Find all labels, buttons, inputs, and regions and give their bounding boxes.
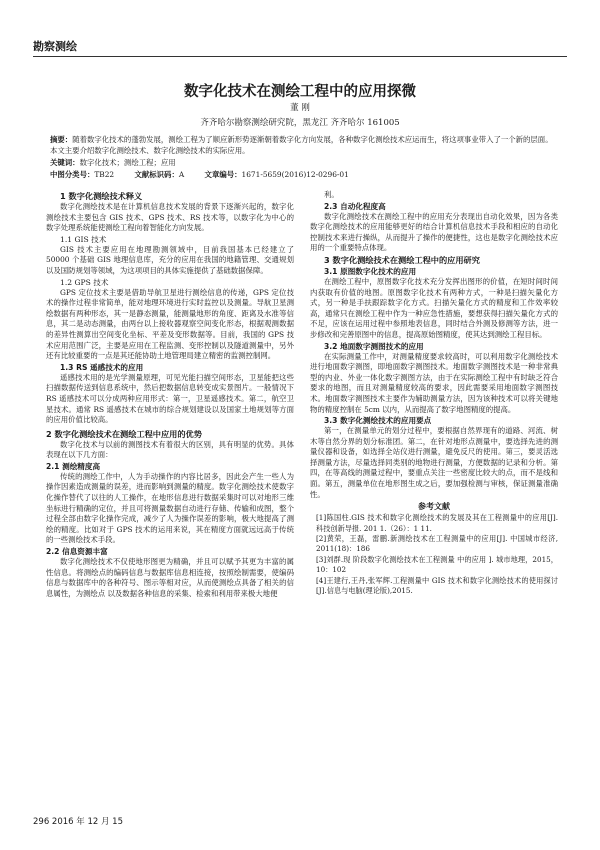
subsection-heading: 3.1 原图数字化技术的应用 bbox=[324, 266, 417, 276]
paragraph: 遥感技术用的是光学测量原理，可见光能扫描空间形态，卫星能把这些扫描数据传送到信息系统中，然后把数据信息转变成实景图片。一般情况下 RS 遥感技术可以分成两种应用形式：第一，卫星遥感技术。第二，航空卫星技术。通常 RS 遥感技术在城市的综合规划建设以及国家土地规划等方面的应用价值比较高。 bbox=[46, 372, 294, 425]
abstract-text: 随着数字化技术的蓬勃发展，测绘工程为了顺应新形势逐渐朝着数字化方向发展，各种数字化测绘技术应运而生，将这项事业带入了一个新的层面。本文主要介绍数字化测绘技术、数字化测绘技术的实际应用。 bbox=[50, 135, 553, 155]
abstract bbox=[50, 134, 557, 156]
paragraph: 利。 bbox=[324, 190, 339, 199]
article-no-label: 文章编号： bbox=[204, 170, 242, 179]
subsection-heading: 2.1 测绘精度高 bbox=[46, 461, 101, 471]
doc-code-label: 文献标识码： bbox=[134, 170, 179, 179]
reference-item: [2]黄荣，王磊，雷鹏.新测绘技术在工程测量中的应用[J]. 中国城市经济, 2011(18)：186 bbox=[316, 534, 558, 554]
reference-item: [3]刘群.现 阶段数字化测绘技术在工程测量 中的应用 ]. 城市地理，2015，10：102 bbox=[316, 554, 558, 575]
paragraph: 在测绘工程中，原图数字化技术充分发挥出图形的价值，在短时间时间内获取有价值的地图。原图数字化技术有两种方式，一种是扫描矢量化方式，另一种是手扶跟踪数字化方式。扫描矢量化方式的精度和工作效率较高，通常只在测绘工程中作为一种应急性措施，要想获得扫描矢量化方式的不足，应该在运用过程中参照地表信息，同时结合外测及修测等方法，进一步修改和完善原图中的信息，提高原始图精度，使其达到测绘工程目标。 bbox=[310, 276, 558, 339]
subsection-heading: 2.3 自动化程度高 bbox=[324, 201, 386, 211]
paper-author: 董 刚 bbox=[290, 103, 310, 113]
subsection-heading: 2.2 信息资源丰富 bbox=[46, 547, 108, 557]
paper-title: 数字化技术在测绘工程中的应用探微 bbox=[184, 84, 416, 100]
class-value: TB22 bbox=[94, 170, 115, 179]
paragraph: 数字化测绘技术不仅使地形图更为精确，并且可以赋予其更为丰富的属性信息。将测绘点的编码信息与数据库信息相连接，按照绘制需要，使编码信息与数据库中的各种符号、图示等相对应，从而使测绘点具备了相关的信息属性，为测绘点 以及数据各种信息的采集、检索和利用带来极大地便 bbox=[46, 557, 294, 598]
subsection-heading: 1.3 RS 遥感技术的应用 bbox=[60, 362, 144, 372]
reference-item: [4]王建行,王丹,张军辉.工程测量中 GIS 技术和数字化测绘技术的使用探讨[J].信息与电脑(理论版),2015. bbox=[316, 575, 558, 596]
section-heading: 3 数字化测绘技术在测绘工程中的应用研究 bbox=[324, 254, 480, 265]
abstract-label: 摘要： bbox=[50, 135, 73, 144]
keywords-label: 关键词： bbox=[50, 158, 80, 167]
paragraph: 数字化测绘技术是在计算机信息技术发展的背景下逐渐兴起的，数字化测绘技术主要包含 GIS 技术、GPS 技术、RS 技术等，以数字化为中心的数字处理系统能使测绘工程向着智能化方向发展。 bbox=[46, 202, 294, 233]
paragraph: 第一，在测量单元的划分过程中，要根据自然界现有的道路、河流、树木等自然分界的划分标准团。第二，在针对地形点测量中，要选择先进的测量仪器和设备，如选择全站仪进行测量，避免反尺的使用。第三，要灵活选择测量方法，尽量选择同类别的地物进行测量，方便数据的记录和分析。第四，在等高线的测量过程中，要重点关注一些密度比较大的点，而不是线和面。第五，测量单位在地形图生成之后，要加强检测与审核，保证测量准确性。 bbox=[310, 426, 558, 499]
left-column bbox=[46, 190, 294, 599]
doc-code-value: A bbox=[178, 170, 185, 179]
keywords bbox=[50, 157, 557, 168]
keywords-text: 数字化技术；测绘工程；应用 bbox=[79, 158, 176, 167]
paragraph: 数字化技术与以前的测图技术有着很大的区别，具有明显的优势。具体表现在以下几方面： bbox=[46, 439, 294, 460]
class-label: 中图分类号： bbox=[50, 170, 95, 179]
paragraph: 数字化测绘技术在测绘工程中的应用充分表现出自动化效果，因为各类数字化测绘技术的应用能够更好的结合计算机信息技术手段和相应的自动化控制技术来进行操纵，从而提升了操作的便捷性，这也是数字化测绘技术应用的一个重要特点体现。 bbox=[310, 211, 558, 253]
paragraph: GIS 技术主要应用在地理勘测领域中，目前我国基本已经建立了 50000 个基础 GIS 地理信息库，充分的应用在我国的地籍管理、交通规划以及国防规划等领域，为这项项目的具体实施提供了基础数据保障。 bbox=[46, 244, 294, 275]
section-heading: 1 数字化测绘技术释义 bbox=[60, 191, 143, 201]
subsection-heading: 3.2 地面数字测图技术的应用 bbox=[324, 341, 424, 351]
right-column bbox=[310, 190, 558, 597]
paper-affiliation: 齐齐哈尔勘察测绘研究院，黑龙江 齐齐哈尔 161005 bbox=[200, 118, 400, 128]
paragraph: 传统的测绘工作中，人为手动操作的内容比居多，因此会产生一些人为操作因素造成测量的误差，进而影响到测量的精度。数字化测绘技术使数字化操作替代了以往的人工操作，在地形信息进行数据采集时可以对地形三维坐标进行精确的定位，并且可将测量数据自动进行存储、传输和成图，整个过程全部由数字化操作完成，减少了人为操作误差的影响，极大地提高了测绘的精度。比如对于 GPS 技术的运用来说，其在精度方面就远远高于传统的一些测绘技术手段。 bbox=[46, 471, 294, 545]
references-heading: 参考文献 bbox=[418, 502, 450, 512]
subsection-heading: 1.1 GIS 技术 bbox=[60, 234, 107, 244]
article-no-value: 1671-5659(2016)12-0296-01 bbox=[241, 170, 349, 179]
reference-item: [1]陈国柱.GIS 技术和数字化测绘技术的发展及其在工程测量中的应用[J]. 科技创新导报. 201 1.（26）：1 11. bbox=[316, 513, 558, 533]
subsection-heading: 3.3 数字化测绘技术的应用要点 bbox=[324, 416, 432, 426]
classification-line bbox=[50, 169, 557, 180]
page-footer: 296 2016 年 12 月 15 bbox=[33, 817, 123, 827]
header-divider bbox=[33, 56, 567, 57]
subsection-heading: 1.2 GPS 技术 bbox=[60, 277, 109, 287]
paragraph: 在实际测量工作中，对测量精度要求较高时，可以利用数字化测绘技术进行地面数字测图，即地面数字测图技术。地面数字测图技术是一种非常典型的内业、外业一体化数字测图方法，由于在实际测绘工程中有时缺乏符合要求的地图，而且对测量精度较高的要求，因此需要采用地面数字测图技术。地面数字测图技术主要作为辅助测量方法，因为该种技术可以将关键地物的精度控制在 5cm 以内，从而提高了数字地图精度的提高。 bbox=[310, 351, 558, 414]
section-heading: 2 数字化测绘技术在测绘工程中应用的优势 bbox=[46, 428, 202, 439]
paragraph: GPS 定位技术主要是借助导航卫星进行测绘信息的传递，GPS 定位技术的操作过程非常简单，能对地理环境进行实时监控以及测量。导航卫星测绘数据有两种形态，其一是静态测量，能测量地形的角度、距离及水准等信息，其二是动态测量，由两台以上接收器观察空间变化形态，根据观测数据的差异性测算出空间变化坐标、平差及变形数据等。目前，我国的 GPS 技术应用范围广泛，主要是应用在工程监测、变形控制以及隧道测量中，另外还有比较重要的一点是其还能协助土地管理局建立精密的监测控制网。 bbox=[46, 287, 294, 361]
journal-section-label: 勘察测绘 bbox=[33, 40, 77, 53]
